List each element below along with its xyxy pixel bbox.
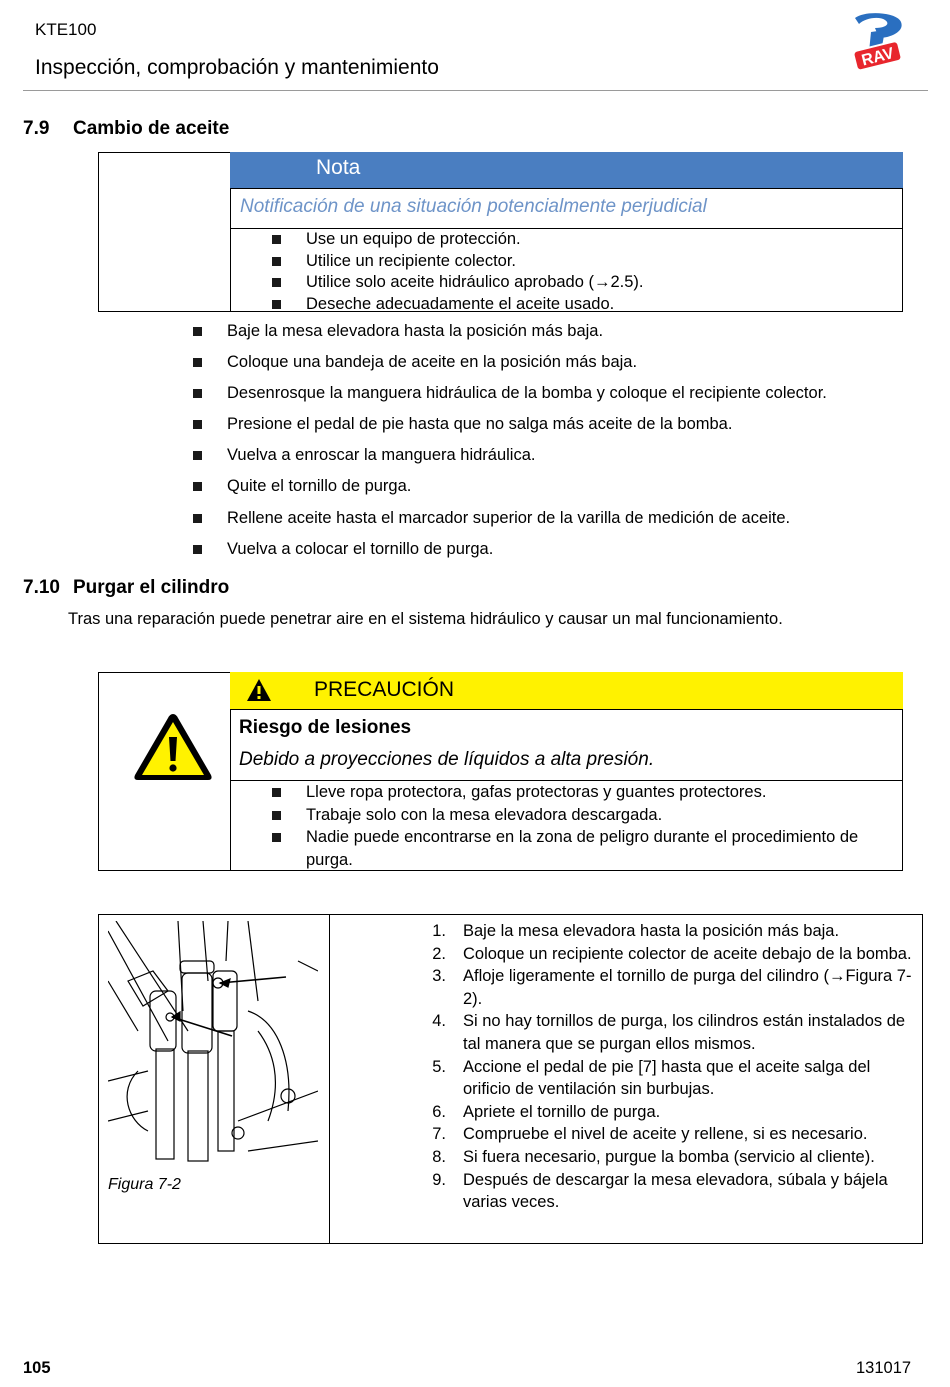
list-item xyxy=(405,1056,915,1101)
list-item: Utilice solo aceite hidráulico aprobado (→2.5). xyxy=(272,272,644,294)
caution-detail: Debido a proyecciones de líquidos a alta presión. xyxy=(239,749,655,770)
section-number: 7.9 xyxy=(23,118,50,139)
page-number: 105 xyxy=(23,1359,51,1377)
procedure-box-divider xyxy=(329,914,330,1244)
note-list xyxy=(272,229,644,315)
cylinder-figure xyxy=(108,921,318,1167)
section-heading-7-9 xyxy=(23,118,229,140)
list-item: Vuelva a colocar el tornillo de purga. xyxy=(193,534,827,565)
list-item: Deseche adecuadamente el aceite usado. xyxy=(272,294,644,316)
list-item: Vuelva a enroscar la manguera hidráulica. xyxy=(193,440,827,471)
hazard-warning-icon xyxy=(132,711,214,783)
step-number: 1. xyxy=(432,922,446,940)
list-item xyxy=(405,1169,915,1214)
section-number: 7.10 xyxy=(23,577,60,598)
step-number: 8. xyxy=(432,1147,446,1166)
step-number: 7. xyxy=(432,1125,446,1144)
step-text: Apriete el tornillo de purga. xyxy=(463,1102,661,1121)
figure-caption: Figura 7-2 xyxy=(108,1176,181,1193)
section-heading-7-10 xyxy=(23,577,229,599)
list-item: Utilice un recipiente colector. xyxy=(272,251,644,273)
step-number: 5. xyxy=(432,1057,446,1076)
document-model: KTE100 xyxy=(35,20,97,39)
list-item: Desenrosque la manguera hidráulica de la bomba y coloque el recipiente colector. xyxy=(193,378,827,409)
caution-heading: PRECAUCIÓN xyxy=(314,678,455,701)
note-subheading: Notificación de una situación potencialmente perjudicial xyxy=(230,189,903,229)
list-item xyxy=(405,1123,915,1146)
warning-triangle-icon xyxy=(246,678,272,702)
step-text: Afloje ligeramente el tornillo de purga del cilindro (→Figura 7-2). xyxy=(463,967,912,1008)
list-item xyxy=(405,1146,915,1169)
step-text: Compruebe el nivel de aceite y rellene, si es necesario. xyxy=(463,1125,868,1144)
section-intro: Tras una reparación puede penetrar aire en el sistema hidráulico y causar un mal funcionamiento. xyxy=(68,610,783,628)
step-text: Coloque un recipiente colector de aceite debajo de la bomba. xyxy=(463,944,912,963)
list-item xyxy=(405,965,915,1010)
step-text: Baje la mesa elevadora hasta la posición más baja. xyxy=(463,922,840,940)
list-item xyxy=(405,1010,915,1055)
caution-risk: Riesgo de lesiones xyxy=(239,717,412,738)
list-item: Quite el tornillo de purga. xyxy=(193,471,827,502)
logo-text: RAV xyxy=(859,45,896,70)
chapter-title: Inspección, comprobación y mantenimiento xyxy=(35,56,439,79)
note-heading: Nota xyxy=(230,152,903,189)
list-item: Rellene aceite hasta el marcador superior de la varilla de medición de aceite. xyxy=(193,503,827,534)
list-item: Coloque una bandeja de aceite en la posición más baja. xyxy=(193,347,827,378)
step-number: 4. xyxy=(432,1012,446,1031)
list-item xyxy=(405,1101,915,1124)
document-number: 131017 xyxy=(856,1359,912,1377)
list-item xyxy=(405,920,915,943)
section-title: Purgar el cilindro xyxy=(73,577,230,598)
step-number: 9. xyxy=(432,1170,446,1189)
step-text: Si fuera necesario, purgue la bomba (servicio al cliente). xyxy=(463,1147,875,1166)
list-item xyxy=(405,943,915,966)
step-number: 2. xyxy=(432,944,446,963)
oil-change-steps xyxy=(193,316,827,565)
step-text: Si no hay tornillos de purga, los cilindros están instalados de tal manera que se purgan ellos mismos. xyxy=(463,1012,906,1053)
bleed-procedure-steps xyxy=(405,920,915,1214)
list-item: Presione el pedal de pie hasta que no salga más aceite de la bomba. xyxy=(193,409,827,440)
list-item: Lleve ropa protectora, gafas protectoras y guantes protectores. xyxy=(272,781,882,804)
list-item: Trabaje solo con la mesa elevadora descargada. xyxy=(272,804,882,827)
list-item: Nadie puede encontrarse en la zona de peligro durante el procedimiento de purga. xyxy=(272,826,882,871)
list-item: Baje la mesa elevadora hasta la posición más baja. xyxy=(193,316,827,347)
step-number: 3. xyxy=(432,967,446,986)
list-item: Use un equipo de protección. xyxy=(272,229,644,251)
rav-logo-icon xyxy=(845,8,909,78)
header-divider xyxy=(23,90,928,91)
step-text: Después de descargar la mesa elevadora, súbala y bájela varias veces. xyxy=(463,1170,888,1212)
section-title: Cambio de aceite xyxy=(73,118,230,139)
caution-list xyxy=(272,781,882,871)
step-text: Accione el pedal de pie [7] hasta que el aceite salga del orificio de ventilación sin burbujas. xyxy=(463,1057,871,1099)
step-number: 6. xyxy=(432,1102,446,1121)
